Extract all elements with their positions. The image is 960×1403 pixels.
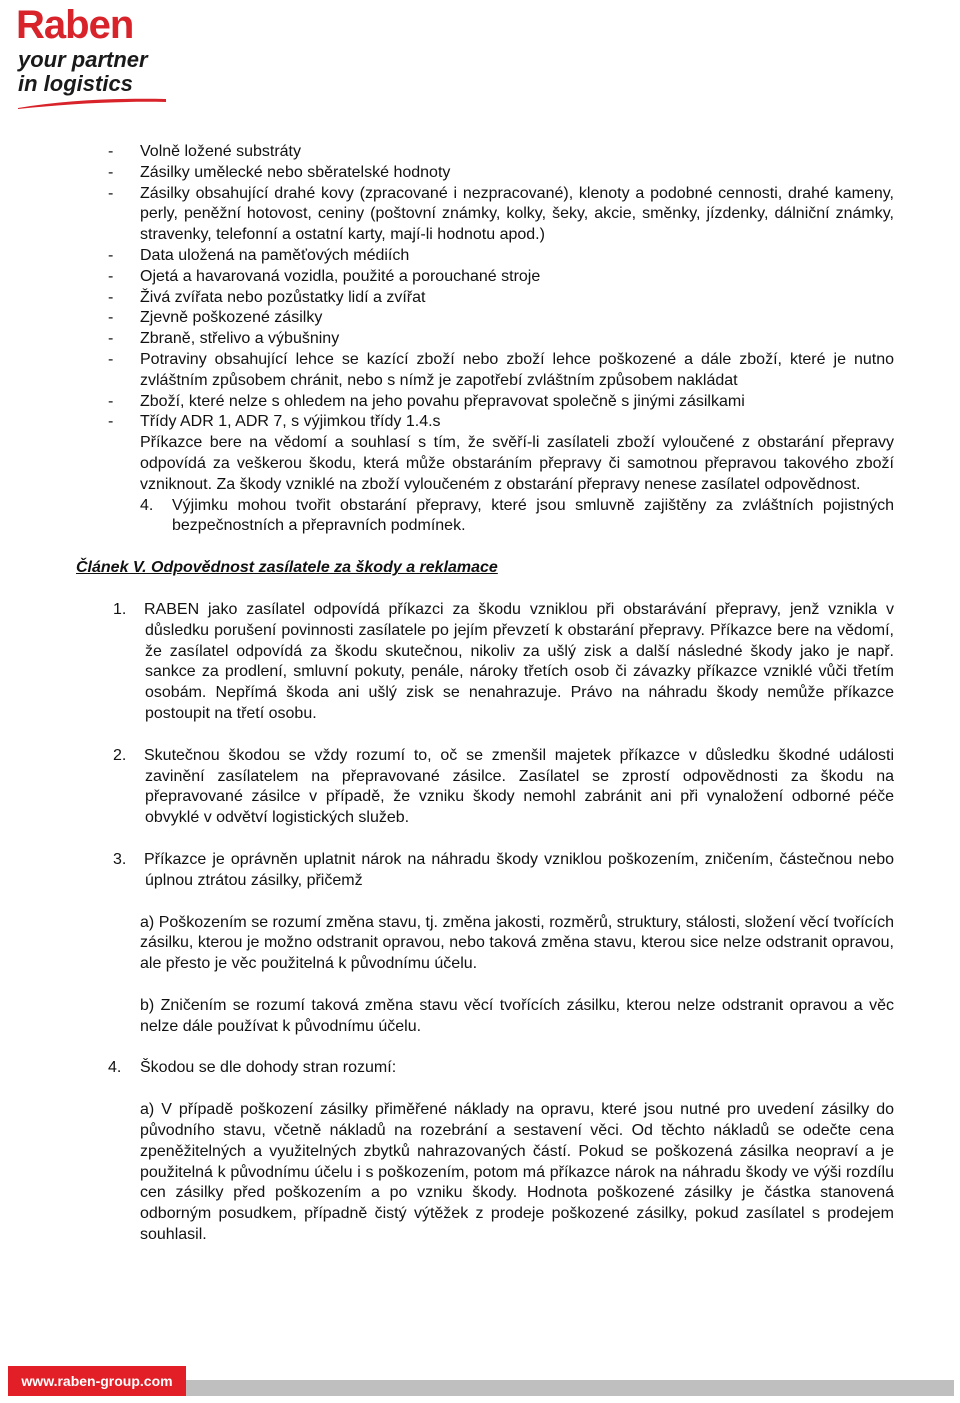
item-text: Škodou se dle dohody stran rozumí:: [140, 1059, 397, 1077]
document-body: [76, 142, 894, 1267]
numbered-item-3: [113, 850, 894, 892]
footer-divider: [186, 1380, 954, 1396]
item-number: 2.: [113, 746, 127, 764]
item-3-sub-a: a) Poškozením se rozumí změna stavu, tj. změna jakosti, rozměrů, struktury, stálosti, složení věcí tvořících zásilku, kterou je možno odstranit opravou, nebo taková změna stavu, kterou sice nelze odstranit opravou, ale přesto je věc použitelná k původnímu účelu.: [140, 913, 894, 973]
item-number: 1.: [113, 600, 127, 618]
logo-tagline-1: your partner: [18, 47, 148, 72]
section-heading: Článek V. Odpovědnost zasílatele za škody a reklamace: [76, 559, 498, 577]
item-number: 3.: [113, 850, 127, 868]
footer-bar: [8, 1366, 954, 1396]
item-text: Skutečnou škodou se vždy rozumí to, oč se zmenšil majetek příkazce v důsledku škodné události zavinění zasílatelem na přepravované zásilce. Zasílatel se zprostí odpovědnosti za škodu na přepravované zásilce v případě, že vzniku škody nemohl zabránit ani při vynaložení odborné péče obvyklé v odvětví logistických služeb.: [144, 746, 894, 827]
list-item: - Zbraně, střelivo a výbušniny: [108, 329, 894, 350]
list-item: - Potraviny obsahující lehce se kazící zboží nebo zboží lehce poškozené a dále zboží, které je nutno zvláštním způsobem chránit, nebo s nímž je zapotřebí zvláštním způsobem nakládat: [108, 350, 894, 392]
logo-wordmark: Raben: [16, 3, 134, 47]
excluded-goods-list: [76, 142, 894, 433]
raben-logo: [16, 2, 176, 110]
list-item: - Zjevně poškozené zásilky: [108, 308, 894, 329]
list-item: - Zboží, které nelze s ohledem na jeho povahu přepravovat společně s jinými zásilkami: [108, 392, 894, 413]
exception-item-number: 4.: [140, 496, 154, 514]
item-text: Příkazce je oprávněn uplatnit nárok na náhradu škody vzniklou poškozením, zničením, částečnou nebo úplnou ztrátou zásilky, přičemž: [144, 850, 894, 889]
list-item: - Třídy ADR 1, ADR 7, s výjimkou třídy 1.4.s: [108, 412, 894, 433]
list-item: - Živá zvířata nebo pozůstatky lidí a zvířat: [108, 288, 894, 309]
list-item: - Ojetá a havarovaná vozidla, použité a porouchané stroje: [108, 267, 894, 288]
item-number: 4.: [108, 1059, 122, 1077]
exception-item-text: Výjimku mohou tvořit obstarání přepravy, které jsou smluvně zajištěny za zvláštních pojistných bezpečnostních a přepravních podmínek.: [172, 496, 894, 535]
footer-url: www.raben-group.com: [8, 1366, 186, 1396]
list-item: - Data uložená na paměťových médiích: [108, 246, 894, 267]
numbered-item-4: [108, 1058, 894, 1079]
exclusion-liability-paragraph: Příkazce bere na vědomí a souhlasí s tím, že svěří-li zasílateli zboží vyloučené z obstarání přepravy odpovídá za veškerou škodu, která může obstaráním přepravy či samotnou přepravou takového zboží vzniknout. Za škody vzniklé na zboží vyloučeném z obstarání přepravy nenese zasílatel odpovědnost.: [140, 434, 894, 493]
list-item: - Volně ložené substráty: [108, 142, 894, 163]
list-item: - Zásilky obsahující drahé kovy (zpracované i nezpracované), klenoty a podobné cennosti, drahé kameny, perly, peněžní hotovost, ceniny (poštovní známky, kolky, šeky, akcie, směnky, jízdenky, dálniční známky, stravenky, telefonní a ostatní karty, mají-li hodnotu apod.): [108, 184, 894, 246]
list-item: - Zásilky umělecké nebo sběratelské hodnoty: [108, 163, 894, 184]
logo-swoosh-icon: [16, 96, 168, 110]
item-4-sub-a: a) V případě poškození zásilky přiměřené náklady na opravu, které jsou nutné pro uvedení zásilky do původního stavu, včetně nákladů na rozebrání a sestavení věci. Od těchto nákladů se odečte cena zpeněžitelných a využitelných zbytků nahrazovaných částí. Pokud se poškozená zásilka neopraví a je použitelná k původnímu účelu i s poškozením, potom má příkazce nárok na náhradu škody ve výši rozdílu cen zásilky před poškozením a po vzniku škody. Hodnota poškozené zásilky je částka stanovená odborným posudkem, případně čistý výtěžek z prodeje poškozené zásilky, pokud zasílatel s prodejem souhlasil.: [140, 1101, 894, 1244]
item-text: RABEN jako zasílatel odpovídá příkazci za škodu vzniklou při obstarávání přepravy, jenž vznikla v důsledku porušení povinnosti zasílatele po jejím převzetí k obstarání přepravy. Příkazce bere na vědomí, že zasílatel odpovídá za škodu skutečnou, nikoliv za ušlý zisk a další následné škody jako je např. sankce za prodlení, smluvní pokuty, penále, nároky třetích osob či závazky příkazce vzniklé vůči třetím osobám. Nepřímá škoda ani ušlý zisk se nenahrazuje. Právo na náhradu škody nemůže příkazce postoupit na třetí osobu.: [144, 600, 894, 722]
logo-tagline-2: in logistics: [18, 71, 133, 96]
numbered-item-2: [113, 746, 894, 829]
numbered-item-1: [113, 600, 894, 725]
exception-item: [140, 496, 894, 538]
item-3-sub-b: b) Zničením se rozumí taková změna stavu věcí tvořících zásilku, kterou nelze odstranit opravou a věc nelze dále používat k původnímu účelu.: [140, 996, 894, 1035]
